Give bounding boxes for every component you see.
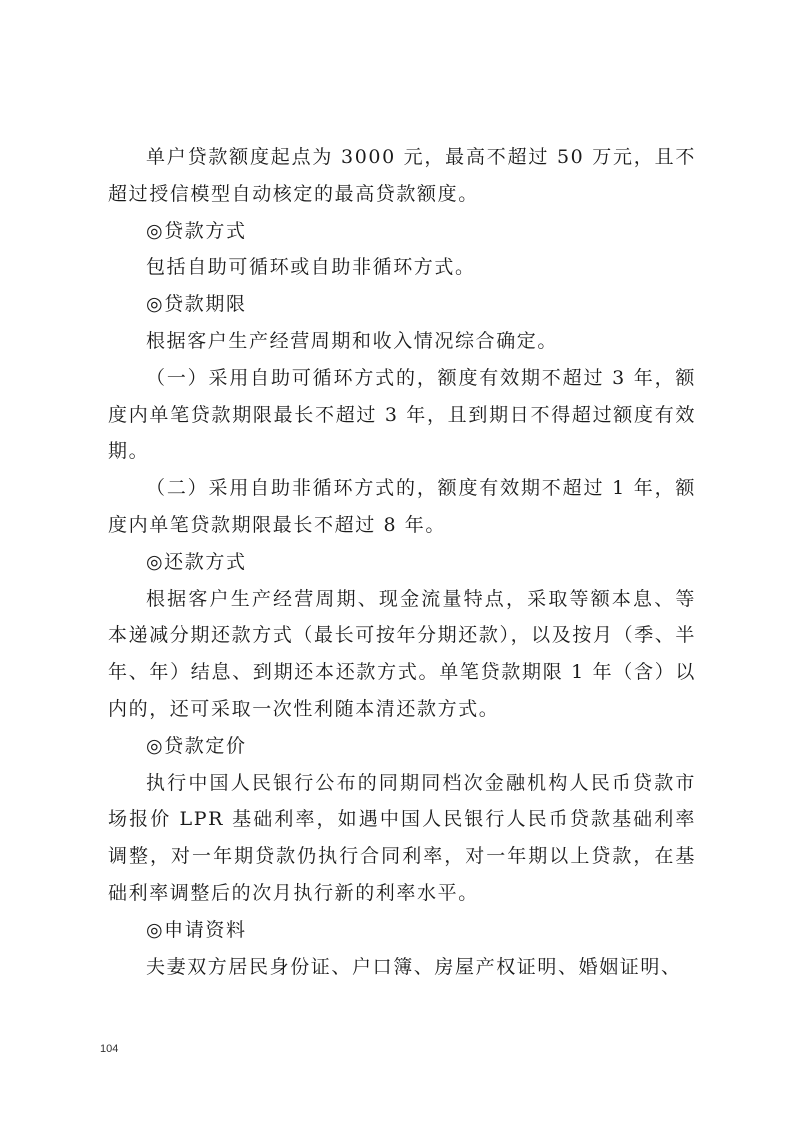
repayment-method-heading: ◎还款方式 (146, 550, 247, 573)
loan-amount-paragraph: 单户贷款额度起点为 3000 元，最高不超过 50 万元，且不超过授信模型自动核定的最高贷款额度。 (108, 146, 696, 205)
non-revolving-term-paragraph: （二）采用自助非循环方式的，额度有效期不超过 1 年，额度内单笔贷款期限最长不超过 8 年。 (108, 477, 696, 536)
loan-method-heading: ◎贷款方式 (146, 219, 247, 242)
loan-term-paragraph: 根据客户生产经营周期和收入情况综合确定。 (146, 329, 559, 352)
revolving-term-paragraph: （一）采用自助可循环方式的，额度有效期不超过 3 年，额度内单笔贷款期限最长不超过 3 年，且到期日不得超过额度有效期。 (108, 366, 696, 463)
loan-pricing-paragraph: 执行中国人民银行公布的同期同档次金融机构人民币贷款市场报价 LPR 基础利率，如遇中国人民银行人民币贷款基础利率调整，对一年期贷款仍执行合同利率，对一年期以上贷款，在基础利率调整后的次月执行新的利率水平。 (108, 771, 696, 904)
loan-pricing-heading: ◎贷款定价 (146, 734, 247, 757)
page-number: 104 (100, 1043, 119, 1055)
application-materials-heading: ◎申请资料 (146, 918, 247, 941)
application-materials-paragraph: 夫妻双方居民身份证、户口簿、房屋产权证明、婚姻证明、 (146, 955, 682, 978)
loan-term-heading: ◎贷款期限 (146, 293, 247, 316)
repayment-method-paragraph: 根据客户生产经营周期、现金流量特点，采取等额本息、等本递减分期还款方式（最长可按年分期还款），以及按月（季、半年、年）结息、到期还本还款方式。单笔贷款期限 1 年（含）以内的，还可采取一次性利随本清还款方式。 (108, 587, 696, 720)
document-body (108, 139, 696, 985)
loan-method-paragraph: 包括自助可循环或自助非循环方式。 (146, 256, 476, 279)
